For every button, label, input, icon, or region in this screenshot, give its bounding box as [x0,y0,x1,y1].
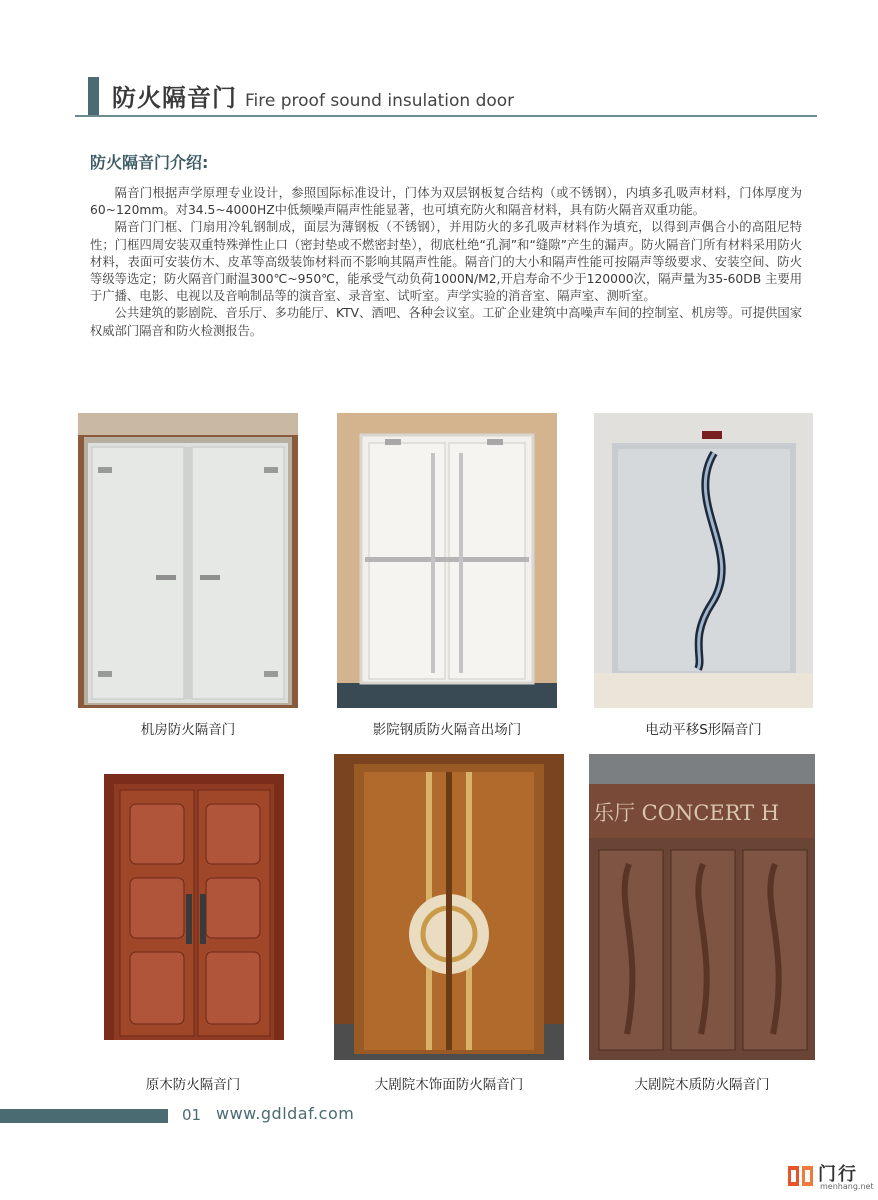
photo-caption-6: 大剧院木质防火隔音门 [634,1077,770,1093]
photo-machine-room-door [78,413,298,708]
photo-solid-wood-door [78,754,308,1060]
photo-s-shaped-sliding-door [594,413,813,708]
photo-caption-1: 机房防火隔音门 [140,722,236,738]
intro-title: 防火隔音门介绍: [90,153,209,172]
footer-url[interactable]: www.gdldaf.com [216,1104,355,1123]
intro-paragraph-2: 隔音门门框、门扇用冷轧钢制成，面层为薄钢板（不锈钢），并用防火的多孔吸声材料作为填充，以得到声偶合小的高阻尼特性；门框四周安装双重特殊弹性止口（密封垫或不燃密封垫），彻底杜绝“孔洞”和“缝隙”产生的漏声。防火隔音门所有材料采用防火材料，表面可安装仿木、皮革等高级装饰材料而不影响其隔声性能。隔音门的大小和隔声性能可按隔声等级要求、安装空间、防火等级等选定；防火隔音门耐温300℃~950℃，能承受气动负荷1000N/M2,开启寿命不少于120000次，隔声量为35-60DB 主要用于广播、电影、电视以及音响制品等的演音室、录音室、试听室。声学实验的消音室、隔声室、测听室。 [90,220,802,304]
page-title [112,78,514,113]
header-divider [75,115,817,117]
watermark [788,1158,872,1194]
photo-caption-5: 大剧院木饰面防火隔音门 [374,1077,524,1093]
photo-wood-veneer-door [334,754,564,1060]
watermark-name: 门行 [818,1164,858,1185]
menhang-logo-icon [788,1162,814,1188]
intro-paragraph-3: 公共建筑的影剧院、音乐厅、多功能厅、KTV、酒吧、各种会议室。工矿企业建筑中高噪声车间的控制室、机房等。可提供国家权威部门隔音和防火检测报告。 [90,306,802,338]
header-accent-bar [88,77,99,115]
page-title-cn: 防火隔音门 [112,84,237,112]
concert-sign-text: 乐厅 CONCERT H [593,801,780,825]
page-number: 01 [182,1106,202,1124]
page-title-en: Fire proof sound insulation door [245,91,515,111]
photo-cinema-exit-door [337,413,557,708]
watermark-domain: menhang.net [820,1182,874,1191]
photo-concert-hall-door [589,754,815,1060]
intro-body [90,185,802,340]
photo-caption-4: 原木防火隔音门 [145,1077,241,1093]
footer-accent-bar [0,1109,168,1123]
photo-caption-3: 电动平移S形隔音门 [645,722,762,738]
photo-caption-2: 影院钢质防火隔音出场门 [372,722,522,738]
intro-paragraph-1: 隔音门根据声学原理专业设计，参照国际标准设计，门体为双层钢板复合结构（或不锈钢），内填多孔吸声材料，门体厚度为60~120mm。对34.5~4000HZ中低频噪声隔声性能显著，也可填充防火和隔音材料，具有防火隔音双重功能。 [90,186,802,218]
